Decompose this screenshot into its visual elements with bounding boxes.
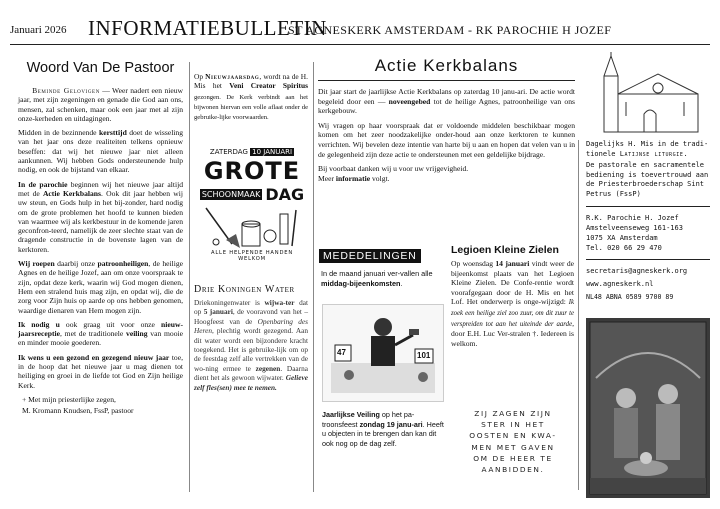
poster-dag: DAG	[265, 185, 305, 204]
header-rule	[10, 44, 710, 45]
schoonmaak-poster	[196, 148, 308, 260]
driekoningen-title: Drie Koningen Water	[194, 284, 295, 295]
legioen-section	[451, 244, 574, 348]
pastoor-greeting: Beminde Gelovigen	[32, 86, 100, 95]
kerkbalans-text: Dit jaar start de jaarlijkse Actie Kerkbalans op zaterdag 10 janu-ari. De actie wordt begeleid door een — noveengebed tot de heilige Agnes, patroonheilige van ons kerkgebouw. Wij vragen op haar voorspraak dat er voldoende middelen beschikbaar mogen komen om het zeer noodzakelijke onder-houd aan onze kerktoren te kunnen verrichten. Wij bevelen deze intentie van harte bij u aan en hopen dat velen van u in de gelegenheid zijn deze actie te ondersteunen met een geldelijke bijdrage. Bij voorbaat danken wij u voor uw vrijgevigheid. Meer informatie volgt.	[318, 87, 575, 183]
driekoningen-text: Driekoningenwater is wijwa-ter dat op 5 januari, de vooravond van het – Hoogfeest van de Openbaring des Heren, plechtig wordt gezegend. Aan dit water wordt een bijzondere kracht toegekend. Het is gebruike-lijk om op de feestdag zelf alle vertrekken van de wo-ning ermee te zegenen. Daarna dient het als gewoon wijwater. Gelieve zelf fles(sen) mee te nemen.	[194, 298, 309, 392]
mededelingen-section	[319, 246, 444, 288]
legioen-text: Op woensdag 14 januari vindt weer de bijeenkomst plaats van het Legioen Kleine Zielen. De Confe-rentie wordt voorafgegaan door de H. Mis en het Lof. Het onderwerp is onge-wijzigd: Ik zoek een heilige ziel zoo zuur, om dit zuur te verspreiden tot aan het uiteinde der aarde, door E.H. Luc Ver-stralen †. Iedereen is welkom.	[451, 259, 574, 348]
poster-day: ZATERDAG	[209, 148, 248, 156]
legioen-title: Legioen Kleine Zielen	[451, 244, 559, 256]
poster-date: 10 JANUARI	[252, 148, 293, 156]
paddle-47: 47	[337, 348, 346, 357]
veiling-text: Jaarlijkse Veiling op het pa-troonsfeest zondag 19 janu-ari. Heeft u objecten in te brengen dan kan dit ook nog op de dag zelf.	[322, 410, 444, 448]
pastoor-column	[18, 60, 183, 416]
poster-footer: ALLE HELPENDE HANDEN WELKOM	[210, 250, 293, 262]
parish-subtitle: ST AGNESKERK AMSTERDAM - RK PAROCHIE H JOZEF	[288, 23, 612, 37]
poster-grote: GROTE	[203, 157, 301, 185]
website-link[interactable]: www.agneskerk.nl	[586, 279, 654, 288]
magi-quote: ZIJ ZAGEN ZIJN STER IN HET OOSTEN EN KWA- MEN MET GAVEN OM DE HEER TE AANBIDDEN.	[469, 409, 557, 475]
kerkbalans-section	[318, 56, 575, 188]
divider	[313, 62, 314, 492]
kerkbalans-title: Actie Kerkbalans	[318, 56, 575, 81]
nativity-miniature	[586, 318, 710, 498]
church-drawing	[584, 50, 708, 136]
driekoningen-section	[194, 284, 308, 392]
mededelingen-text: In de maand januari ver-vallen alle middag-bijeenkomsten.	[321, 269, 433, 288]
address-block: R.K. Parochie H. Jozef Amstelveenseweg 161-163 1075 XA Amsterdam Tel. 020 66 29 470	[586, 213, 683, 252]
pastoor-text: Beminde Gelovigen — Weer nadert een nieuw jaar, met zijn zegeningen en genade die God aan ons, mensen, zal schenken, maar ook een jaar met al zijn onze-kerheden en uitdagingen. Midden in de bezinnende kersttijd doet de wisseling van het jaar ons deze realiteiten telkens opnieuw beseffen: dat wij het nieuwe jaar niet alleen aankunnen. Wij hebben Gods ondersteunende hulp nodig, en ook de bijstand van elkaar. In de parochie beginnen wij het nieuwe jaar altijd met de Actie Kerkbalans. Ook dit jaar hebben wij uw steun, en Gods hulp in het bij-zonder, hard nodig om de grote problemen het hoofd te kunnen bieden van waarmee wij als kerkbestuur in de komende jaren geconfron-teerd, namelijk de zeer slechte staat van de dragende constructie in de bovenste lagen van de kerktoren. Wij roepen daarbij onze patroonheiligen, de heilige Agnes en de heilige Jozef, aan om onze voorspraak te zijn, opdat deze kerk, waarin wij God mogen dienen, Hem een stralend huis mag zijn, en opdat wij, die de zorg voor Zijn huis op aarde op ons hebben genomen, waardige dienaren van Hem mogen zijn. Ik nodig u ook graag uit voor onze nieuw-jaarsreceptie, met de traditionele veiling van mooie en minder mooie goederen. Ik wens u een gezond en gezegend nieuw jaar toe, in de hoop dat het nieuwe jaar u mag dienen tot heiliging en groei in de liefde tot God en Zijn heilige Kerk. + Met mijn priesterlijke zegen, M. Kromann Knudsen, FssP, pastoor	[18, 86, 184, 416]
signature-line: + Met mijn priesterlijke zegen,	[22, 394, 116, 404]
sidebar-info	[586, 140, 710, 302]
email-link[interactable]: secretaris@agneskerk.org	[586, 266, 688, 275]
bulletin-title: INFORMATIEBULLETIN	[88, 16, 327, 40]
divider	[578, 140, 579, 490]
mededelingen-title: MEDEDELINGEN	[319, 249, 421, 263]
cleaning-tools-illustration	[196, 204, 308, 250]
iban: NL48 ABNA 0589 9700 89	[586, 292, 674, 301]
nieuwjaar-notice: Op Nieuwjaarsdag, wordt na de H. Mis het Veni Creator Spiritus gezongen. De Kerk verbindt aan het bijwonen hiervan een volle aflaat onder de gebruike-lijke voorwaarden.	[194, 72, 308, 122]
issue-month: Januari 2026	[10, 24, 67, 36]
mis-info: Dagelijks H. Mis in de tradi-tionele Latijnse liturgie.	[586, 140, 709, 158]
paddle-101: 101	[417, 351, 431, 360]
pastoor-title: Woord Van De Pastoor	[26, 60, 175, 76]
fssp-info: De pastorale en sacramentele bediening is toevertrouwd aan de Priesterbroederschap Sint Petrus (FssP)	[586, 161, 709, 198]
divider	[189, 62, 190, 492]
veiling-illustration	[322, 304, 444, 402]
poster-schoonmaak: SCHOONMAAK	[201, 190, 261, 199]
signature-name: M. Kromann Knudsen, FssP, pastoor	[22, 406, 134, 416]
